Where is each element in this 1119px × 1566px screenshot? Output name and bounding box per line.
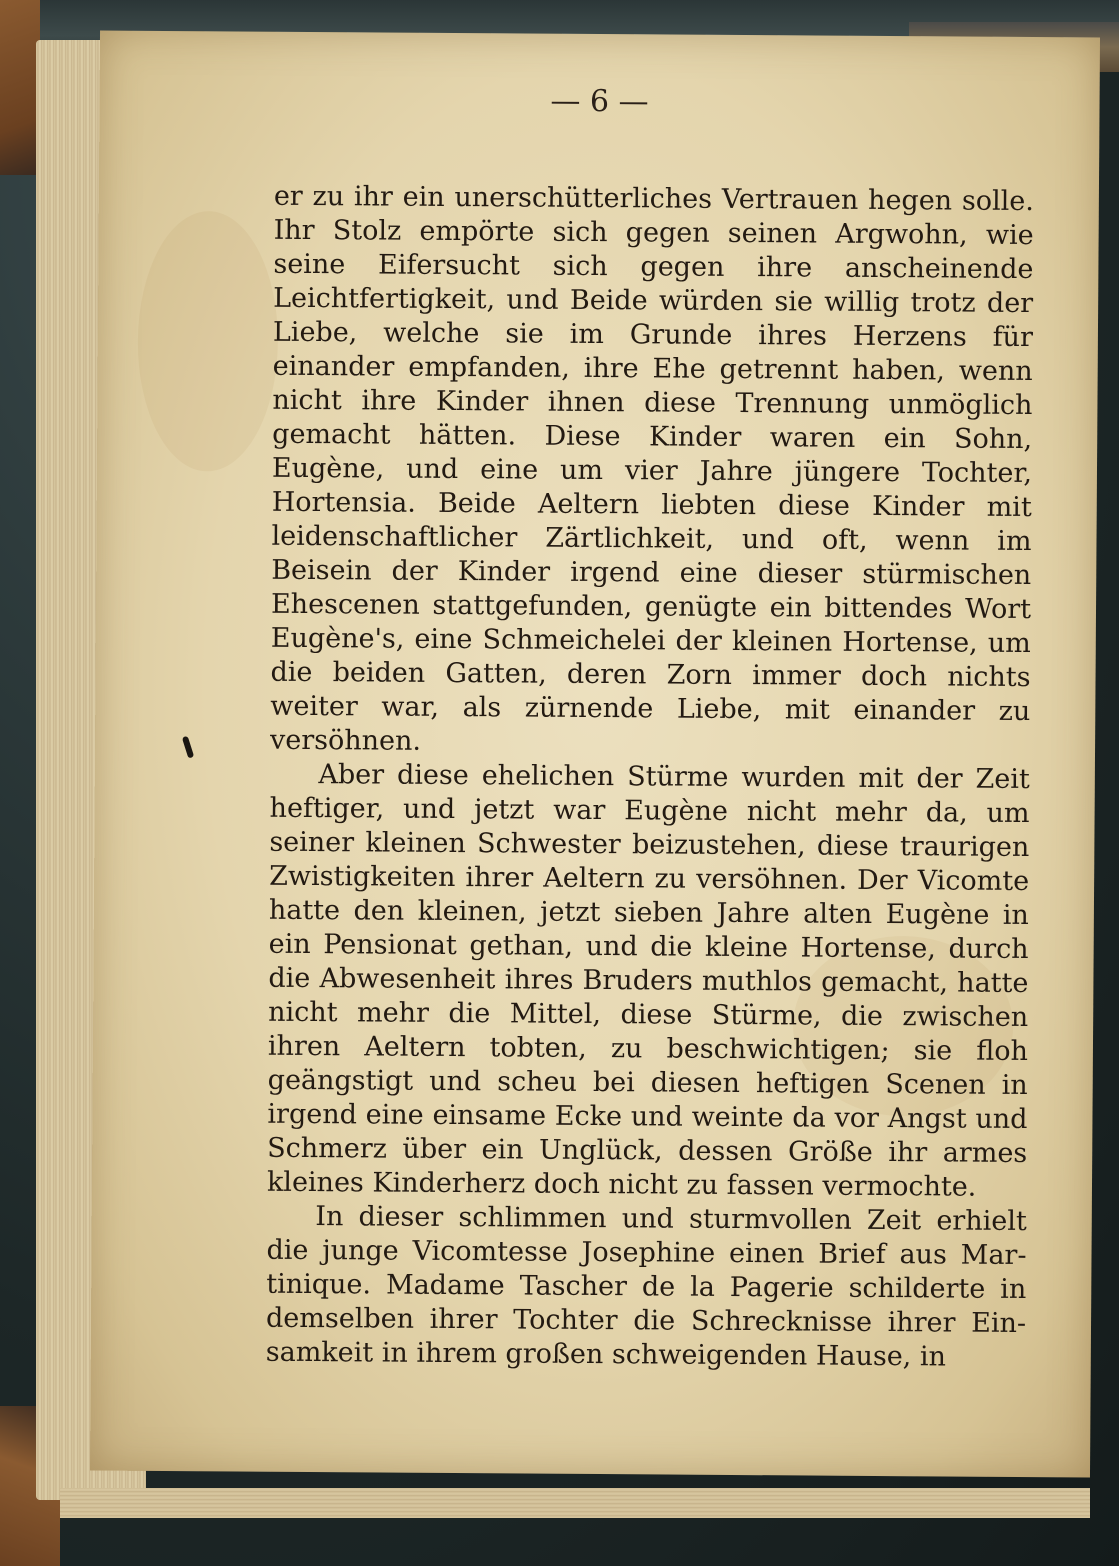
page-edges-bottom [60, 1488, 1090, 1518]
page-number: — 6 — [550, 83, 649, 120]
book-page [90, 31, 1100, 1478]
body-text [266, 180, 1034, 1375]
paragraph-1: er zu ihr ein unerschütterliches Vertrauen hegen solle. Ihr Stolz empörte sich gegen seinen Argwohn, wie seine Eifersucht sich gegen ihre anscheinende Leichtfertigkeit, und Beide würden sie willig trotz der Liebe, welche sie im Grunde ihres Herzens für einander empfanden, ihre Ehe getrennt haben, wenn nicht ihre Kinder ihnen diese Trennung unmöglich gemacht hätten. Diese Kinder waren ein Sohn, Eugène, und eine um vier Jahre jüngere Tochter, Hortensia. Beide Aeltern liebten diese Kinder mit leidenschaftlicher Zärtlichkeit, und oft, wenn im Beisein der Kinder irgend eine dieser stürmischen Ehescenen stattgefunden, genügte ein bittendes Wort Eugène's, eine Schmeichelei der kleinen Hortense, um die beiden Gatten, deren Zorn immer doch nichts weiter war, als zürnende Liebe, mit einander zu versöhnen. [269, 180, 1034, 757]
paragraph-2: Aber diese ehelichen Stürme wurden mit der Zeit heftiger, und jetzt war Eugène nicht mehr da, um seiner kleinen Schwester beizustehen, diese traurigen Zwistigkeiten ihrer Aeltern zu versöhnen. Der Vicomte hatte den kleinen, jetzt sieben Jahre alten Eugène in ein Pensionat gethan, und die kleine Hortense, durch die Abwesenheit ihres Bruders muthlos gemacht, hatte nicht mehr die Mittel, diese Stürme, die zwischen ihren Aeltern tobten, zu beschwichtigen; sie floh geängstigt und scheu bei diesen heftigen Scenen in irgend eine einsame Ecke und weinte da vor Angst und Schmerz über ein Unglück, dessen Größe ihr armes kleines Kinderherz doch nicht zu fassen vermochte. [266, 759, 1030, 1203]
leather-corner-top-left [0, 0, 40, 175]
paper-stain [137, 211, 279, 472]
ink-mark [182, 736, 194, 759]
paragraph-3: In dieser schlimmen und sturmvollen Zeit erhielt die junge Vicomtesse Josephine einen Brief aus Martinique. Madame Tascher de la Pagerie schilderte in demselben ihrer Tochter die Schrecknisse ihrer Einsamkeit in ihrem großen schweigenden Hause, in [265, 1201, 1027, 1373]
